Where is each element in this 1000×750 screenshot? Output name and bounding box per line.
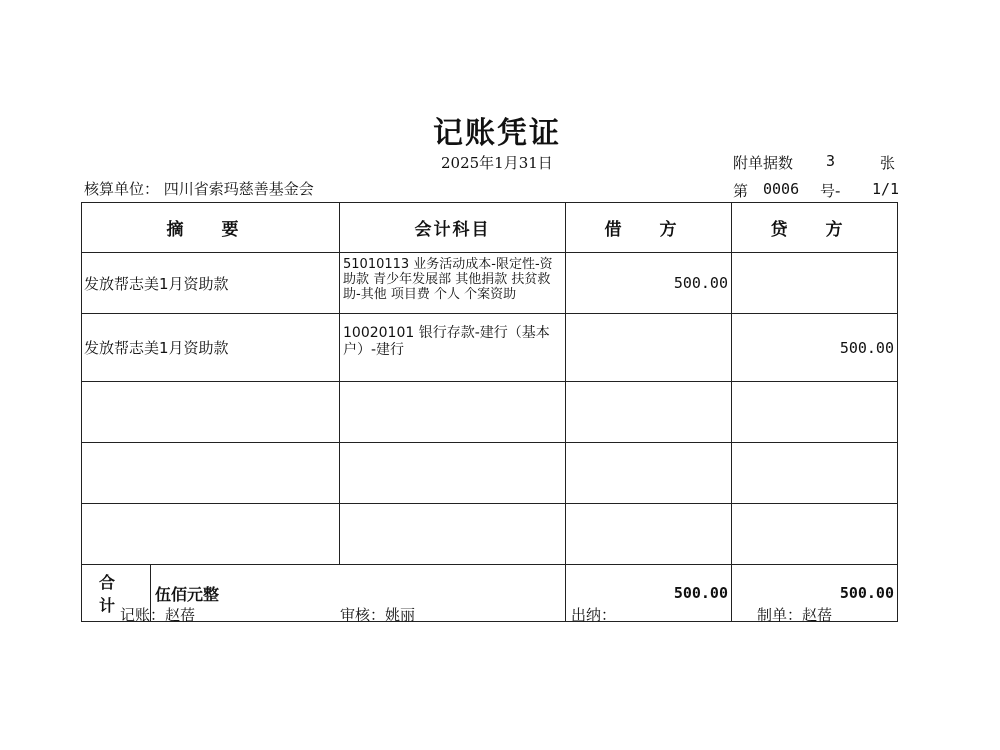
row-account <box>340 382 566 443</box>
row-account <box>340 504 566 565</box>
bookkeeper-signature: 记账：赵蓓 <box>120 606 196 624</box>
row-summary <box>82 443 340 504</box>
attachments-label: 附单据数 <box>733 154 794 172</box>
row-credit: 500.00 <box>732 314 898 382</box>
voucher-number-prefix: 第 <box>733 182 749 200</box>
row-debit: 500.00 <box>566 253 732 314</box>
row-summary <box>82 504 340 565</box>
attachments-count: 3 <box>826 152 836 170</box>
row-debit <box>566 314 732 382</box>
row-debit <box>566 504 732 565</box>
row-summary: 发放帮志美1月资助款 <box>82 253 340 314</box>
table-row <box>82 382 898 443</box>
preparer-signature: 制单：赵蓓 <box>757 606 833 624</box>
row-debit <box>566 443 732 504</box>
voucher-table <box>81 202 898 622</box>
reviewer-signature: 审核：姚丽 <box>340 606 416 624</box>
row-account <box>340 443 566 504</box>
table-row <box>82 253 898 314</box>
header-credit: 贷 方 <box>732 203 898 253</box>
row-debit <box>566 382 732 443</box>
voucher-date: 2025年1月31日 <box>441 154 553 172</box>
total-label: 合 计 <box>82 565 151 621</box>
attachments-unit: 张 <box>880 154 896 172</box>
total-amount-words: 伍佰元整 <box>155 584 220 604</box>
row-summary <box>82 382 340 443</box>
row-credit <box>732 253 898 314</box>
voucher-number-suffix: 号- <box>820 182 841 200</box>
cashier-signature: 出纳： <box>571 606 617 624</box>
header-debit: 借 方 <box>566 203 732 253</box>
table-row <box>82 443 898 504</box>
row-credit <box>732 443 898 504</box>
row-summary: 发放帮志美1月资助款 <box>82 314 340 382</box>
voucher-number: 0006 <box>763 180 800 198</box>
voucher-page: 1/1 <box>872 180 900 198</box>
total-debit: 500.00 <box>566 565 732 622</box>
table-row <box>82 504 898 565</box>
table-header-row <box>82 203 898 253</box>
header-summary: 摘 要 <box>82 203 340 253</box>
row-account: 51010113 业务活动成本-限定性-资助款 青少年发展部 其他捐款 扶贫救助-其他 项目费 个人 个案资助 <box>340 253 566 314</box>
row-account: 10020101 银行存款-建行（基本户）-建行 <box>340 314 566 382</box>
row-credit <box>732 382 898 443</box>
voucher-title: 记账凭证 <box>433 116 561 151</box>
header-account: 会计科目 <box>340 203 566 253</box>
table-row <box>82 314 898 382</box>
accounting-unit: 核算单位： 四川省索玛慈善基金会 <box>84 180 314 198</box>
row-credit <box>732 504 898 565</box>
total-credit: 500.00 <box>732 565 898 622</box>
